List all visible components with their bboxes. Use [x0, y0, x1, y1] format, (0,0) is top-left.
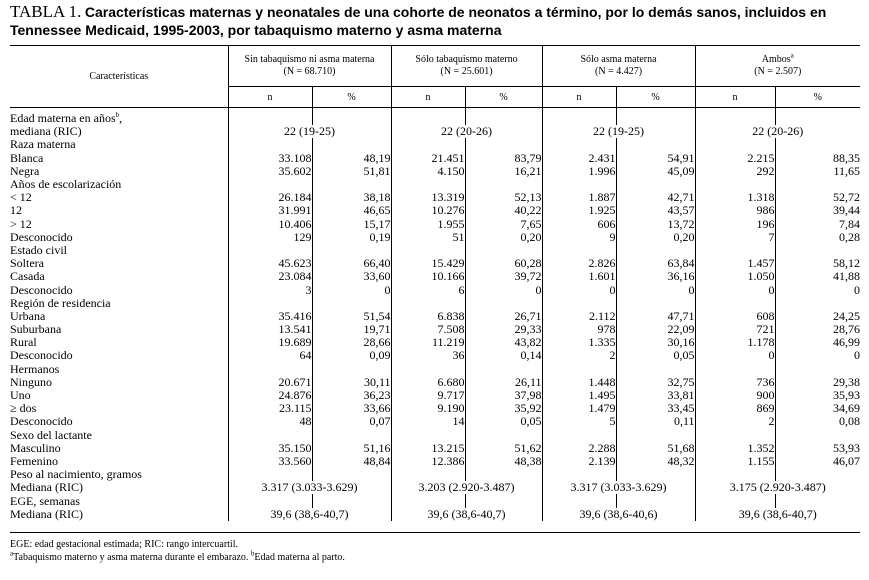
row-label: Mediana (RIC)	[10, 480, 83, 495]
cell-percent: 24,25	[775, 310, 860, 323]
cell-percent: 0,20	[616, 231, 695, 244]
bottom-rule	[10, 532, 860, 533]
cell-percent: 35,93	[775, 389, 860, 402]
cell-count: 1.457	[695, 257, 775, 270]
row-label: Desconocido	[10, 414, 73, 429]
table-row	[10, 270, 860, 283]
cell-count: 6	[391, 283, 465, 296]
cell-count: 12.386	[391, 455, 465, 468]
footnote-abbrev: EGE: edad gestacional estimada; RIC: rango intercuartil.	[10, 539, 238, 550]
cell-count: 20.671	[228, 376, 312, 389]
cell-value: 39,6 (38,6-40,7)	[695, 508, 860, 521]
row-label: mediana (RIC)	[10, 124, 82, 139]
row-label: Peso al nacimiento, gramos	[10, 467, 142, 482]
table-body	[10, 108, 860, 521]
cell-percent: 35,92	[465, 402, 542, 415]
cell-count: 0	[542, 283, 616, 296]
cell-count: 35.602	[228, 165, 312, 178]
cell-percent: 48,84	[312, 455, 391, 468]
cell-count: 33.108	[228, 152, 312, 165]
row-label: Años de escolarización	[10, 177, 122, 192]
table-row	[10, 376, 860, 389]
cell-count: 24.876	[228, 389, 312, 402]
row-label: Rural	[10, 335, 37, 350]
footnote-ab: $^a$Tabaquismo materno y asma materna durante el embarazo. $^b$Edad materna al parto.	[10, 549, 345, 563]
cell-percent: 26,71	[465, 310, 542, 323]
cell-count: 10.276	[391, 204, 465, 217]
cell-count: 48	[228, 415, 312, 428]
cell-value: 39,6 (38,6-40,7)	[228, 508, 391, 521]
cell-count: 2	[542, 349, 616, 362]
cell-count: 2.112	[542, 310, 616, 323]
cell-percent: 26,11	[465, 376, 542, 389]
cell-percent: 51,68	[616, 442, 695, 455]
table-row	[10, 231, 860, 244]
cell-count: 13.215	[391, 442, 465, 455]
cell-percent: 43,82	[465, 336, 542, 349]
cell-count: 31.991	[228, 204, 312, 217]
table-caption: Características maternas y neonatales de una cohorte de neonatos a término, por lo demás sanos, incluidos en Tennessee Medicaid, 1995-2003, por tabaquismo materno y asma materna	[10, 4, 827, 38]
table-row	[10, 204, 860, 217]
group-header: Sin tabaquismo ni asma materna (N = 68.710)	[228, 46, 391, 87]
cell-count: 1.601	[542, 270, 616, 283]
row-label: Femenino	[10, 453, 58, 468]
table-row	[10, 310, 860, 323]
cell-percent: 53,93	[775, 442, 860, 455]
row-label: Ninguno	[10, 374, 52, 389]
cell-percent: 33,66	[312, 402, 391, 415]
cell-count: 10.406	[228, 218, 312, 231]
cell-percent: 0	[775, 349, 860, 362]
cell-percent: 52,13	[465, 191, 542, 204]
row-label: Urbana	[10, 308, 46, 323]
row-label: Soltera	[10, 256, 44, 271]
cell-count: 1.925	[542, 204, 616, 217]
row-label: Edad materna en años$^b$,	[10, 111, 123, 126]
cell-percent: 63,84	[616, 257, 695, 270]
cell-count: 978	[542, 323, 616, 336]
cell-count: 13.541	[228, 323, 312, 336]
cell-percent: 47,71	[616, 310, 695, 323]
table-row	[10, 363, 860, 376]
cell-count: 5	[542, 415, 616, 428]
table-row	[10, 283, 860, 296]
cell-count: 2	[695, 415, 775, 428]
cell-percent: 33,81	[616, 389, 695, 402]
table-row	[10, 442, 860, 455]
cell-percent: 33,60	[312, 270, 391, 283]
cell-count: 0	[695, 283, 775, 296]
cell-count: 19.689	[228, 336, 312, 349]
group-header: Sólo tabaquismo materno (N = 25.601)	[391, 46, 542, 87]
cell-percent: 0,20	[465, 231, 542, 244]
cell-percent: 51,62	[465, 442, 542, 455]
pct-header: %	[616, 87, 695, 108]
n-header: n	[228, 87, 312, 108]
cell-count: 9.190	[391, 402, 465, 415]
cell-value: 39,6 (38,6-40,7)	[391, 508, 542, 521]
row-label: Desconocido	[10, 229, 73, 244]
pct-header: %	[775, 87, 860, 108]
footnotes	[10, 538, 865, 564]
cell-count: 13.319	[391, 191, 465, 204]
table-row	[10, 257, 860, 270]
table-row	[10, 389, 860, 402]
cell-percent: 0,08	[775, 415, 860, 428]
cell-count: 196	[695, 218, 775, 231]
row-label: < 12	[10, 190, 32, 205]
cell-percent: 32,75	[616, 376, 695, 389]
cell-percent: 11,65	[775, 165, 860, 178]
cell-count: 2.215	[695, 152, 775, 165]
row-label: Desconocido	[10, 348, 73, 363]
cell-percent: 38,18	[312, 191, 391, 204]
table-label: TABLA 1.	[10, 2, 82, 21]
cell-count: 21.451	[391, 152, 465, 165]
table-row	[10, 508, 860, 521]
cell-count: 1.955	[391, 218, 465, 231]
table-row	[10, 178, 860, 191]
cell-count: 7	[695, 231, 775, 244]
cell-percent: 0,11	[616, 415, 695, 428]
cell-percent: 28,76	[775, 323, 860, 336]
cell-count: 4.150	[391, 165, 465, 178]
cell-percent: 88,35	[775, 152, 860, 165]
row-label: Casada	[10, 269, 45, 284]
row-label: Hermanos	[10, 361, 60, 376]
cell-percent: 46,65	[312, 204, 391, 217]
cell-count: 1.155	[695, 455, 775, 468]
cell-percent: 37,98	[465, 389, 542, 402]
table-row	[10, 336, 860, 349]
cell-count: 1.887	[542, 191, 616, 204]
cell-percent: 39,44	[775, 204, 860, 217]
cell-percent: 0,09	[312, 349, 391, 362]
cell-value: 22 (20-26)	[391, 125, 542, 138]
row-label: 12	[10, 203, 22, 218]
cell-count: 2.431	[542, 152, 616, 165]
row-label: Región de residencia	[10, 295, 111, 310]
cell-value: 22 (20-26)	[695, 125, 860, 138]
cell-count: 15.429	[391, 257, 465, 270]
cell-percent: 30,16	[616, 336, 695, 349]
table-row	[10, 152, 860, 165]
table-row	[10, 429, 860, 442]
cell-percent: 41,88	[775, 270, 860, 283]
cell-value: 22 (19-25)	[228, 125, 391, 138]
cell-count: 11.219	[391, 336, 465, 349]
row-label: Negra	[10, 163, 40, 178]
cell-count: 14	[391, 415, 465, 428]
cell-count: 6.838	[391, 310, 465, 323]
data-table	[10, 46, 860, 521]
cell-percent: 45,09	[616, 165, 695, 178]
cell-value: 3.317 (3.033-3.629)	[228, 481, 391, 494]
cell-count: 608	[695, 310, 775, 323]
cell-count: 1.050	[695, 270, 775, 283]
cell-percent: 42,71	[616, 191, 695, 204]
cell-count: 23.115	[228, 402, 312, 415]
n-header: n	[695, 87, 775, 108]
cell-count: 35.150	[228, 442, 312, 455]
cell-percent: 0,19	[312, 231, 391, 244]
cell-value: 3.203 (2.920-3.487)	[391, 481, 542, 494]
table-row	[10, 323, 860, 336]
cell-count: 10.166	[391, 270, 465, 283]
table-row	[10, 349, 860, 362]
row-label: ≥ dos	[10, 401, 37, 416]
cell-percent: 66,40	[312, 257, 391, 270]
row-label: Mediana (RIC)	[10, 506, 83, 521]
table-title	[10, 4, 865, 40]
cell-percent: 36,23	[312, 389, 391, 402]
cell-count: 1.495	[542, 389, 616, 402]
cell-percent: 0	[312, 283, 391, 296]
row-label: Raza materna	[10, 137, 76, 152]
row-label: Estado civil	[10, 242, 67, 257]
cell-percent: 48,32	[616, 455, 695, 468]
cell-count: 869	[695, 402, 775, 415]
cell-percent: 83,79	[465, 152, 542, 165]
n-header: n	[391, 87, 465, 108]
cell-count: 1.479	[542, 402, 616, 415]
row-label: Masculino	[10, 440, 61, 455]
row-label: Desconocido	[10, 282, 73, 297]
table-row	[10, 481, 860, 494]
cell-percent: 13,72	[616, 218, 695, 231]
cell-count: 35.416	[228, 310, 312, 323]
cell-percent: 7,84	[775, 218, 860, 231]
row-label: EGE, semanas	[10, 493, 80, 508]
pct-header: %	[312, 87, 391, 108]
group-header: Ambos$^a$ (N = 2.507)	[695, 46, 860, 87]
cell-percent: 34,69	[775, 402, 860, 415]
cell-value: 22 (19-25)	[542, 125, 695, 138]
cell-percent: 33,45	[616, 402, 695, 415]
cell-percent: 54,91	[616, 152, 695, 165]
cell-percent: 58,12	[775, 257, 860, 270]
cell-percent: 0,05	[465, 415, 542, 428]
cell-percent: 36,16	[616, 270, 695, 283]
cell-percent: 51,16	[312, 442, 391, 455]
cell-percent: 52,72	[775, 191, 860, 204]
cell-count: 721	[695, 323, 775, 336]
header-row	[10, 46, 860, 87]
cell-percent: 51,81	[312, 165, 391, 178]
cell-percent: 39,72	[465, 270, 542, 283]
cell-count: 1.996	[542, 165, 616, 178]
cell-count: 1.318	[695, 191, 775, 204]
cell-count: 23.084	[228, 270, 312, 283]
cell-percent: 19,71	[312, 323, 391, 336]
cell-percent: 60,28	[465, 257, 542, 270]
cell-count: 292	[695, 165, 775, 178]
cell-percent: 43,57	[616, 204, 695, 217]
cell-count: 1.448	[542, 376, 616, 389]
cell-percent: 0	[465, 283, 542, 296]
row-label: > 12	[10, 216, 32, 231]
cell-count: 129	[228, 231, 312, 244]
cell-count: 1.352	[695, 442, 775, 455]
cell-percent: 15,17	[312, 218, 391, 231]
cell-count: 606	[542, 218, 616, 231]
table-row	[10, 494, 860, 507]
cell-count: 986	[695, 204, 775, 217]
cell-count: 6.680	[391, 376, 465, 389]
cell-count: 36	[391, 349, 465, 362]
cell-percent: 29,38	[775, 376, 860, 389]
table-row	[10, 297, 860, 310]
row-label: Sexo del lactante	[10, 427, 92, 442]
cell-percent: 7,65	[465, 218, 542, 231]
pct-header: %	[465, 87, 542, 108]
cell-value: 3.317 (3.033-3.629)	[542, 481, 695, 494]
cell-percent: 51,54	[312, 310, 391, 323]
cell-percent: 30,11	[312, 376, 391, 389]
cell-percent: 0,07	[312, 415, 391, 428]
row-label: Suburbana	[10, 322, 62, 337]
cell-count: 900	[695, 389, 775, 402]
cell-count: 33.560	[228, 455, 312, 468]
table-row	[10, 468, 860, 481]
cell-percent: 0,14	[465, 349, 542, 362]
n-header: n	[542, 87, 616, 108]
table-row	[10, 218, 860, 231]
cell-percent: 46,07	[775, 455, 860, 468]
table-row	[10, 415, 860, 428]
cell-count: 7.508	[391, 323, 465, 336]
table-row	[10, 165, 860, 178]
table-row	[10, 125, 860, 138]
table-row	[10, 402, 860, 415]
table-row	[10, 138, 860, 151]
cell-count: 3	[228, 283, 312, 296]
cell-percent: 0	[616, 283, 695, 296]
cell-count: 9.717	[391, 389, 465, 402]
cell-percent: 48,19	[312, 152, 391, 165]
cell-count: 45.623	[228, 257, 312, 270]
row-label: Blanca	[10, 150, 44, 165]
cell-count: 2.826	[542, 257, 616, 270]
cell-value: 3.175 (2.920-3.487)	[695, 481, 860, 494]
cell-count: 9	[542, 231, 616, 244]
cell-percent: 22,09	[616, 323, 695, 336]
row-label: Uno	[10, 388, 31, 403]
cell-percent: 48,38	[465, 455, 542, 468]
cell-count: 736	[695, 376, 775, 389]
cell-count: 1.178	[695, 336, 775, 349]
table-row	[10, 455, 860, 468]
cell-count: 51	[391, 231, 465, 244]
cell-percent: 40,22	[465, 204, 542, 217]
cell-count: 26.184	[228, 191, 312, 204]
cell-percent: 0,28	[775, 231, 860, 244]
cell-percent: 0,05	[616, 349, 695, 362]
cell-percent: 29,33	[465, 323, 542, 336]
cell-count: 0	[695, 349, 775, 362]
table-row	[10, 244, 860, 257]
table-row	[10, 108, 860, 126]
cell-count: 2.288	[542, 442, 616, 455]
characteristics-header: Características	[10, 46, 228, 108]
cell-count: 2.139	[542, 455, 616, 468]
cell-percent: 0	[775, 283, 860, 296]
cell-value: 39,6 (38,6-40,6)	[542, 508, 695, 521]
cell-percent: 16,21	[465, 165, 542, 178]
cell-count: 1.335	[542, 336, 616, 349]
cell-percent: 46,99	[775, 336, 860, 349]
cell-count: 64	[228, 349, 312, 362]
cell-percent: 28,66	[312, 336, 391, 349]
table-row	[10, 191, 860, 204]
group-header: Sólo asma materna (N = 4.427)	[542, 46, 695, 87]
